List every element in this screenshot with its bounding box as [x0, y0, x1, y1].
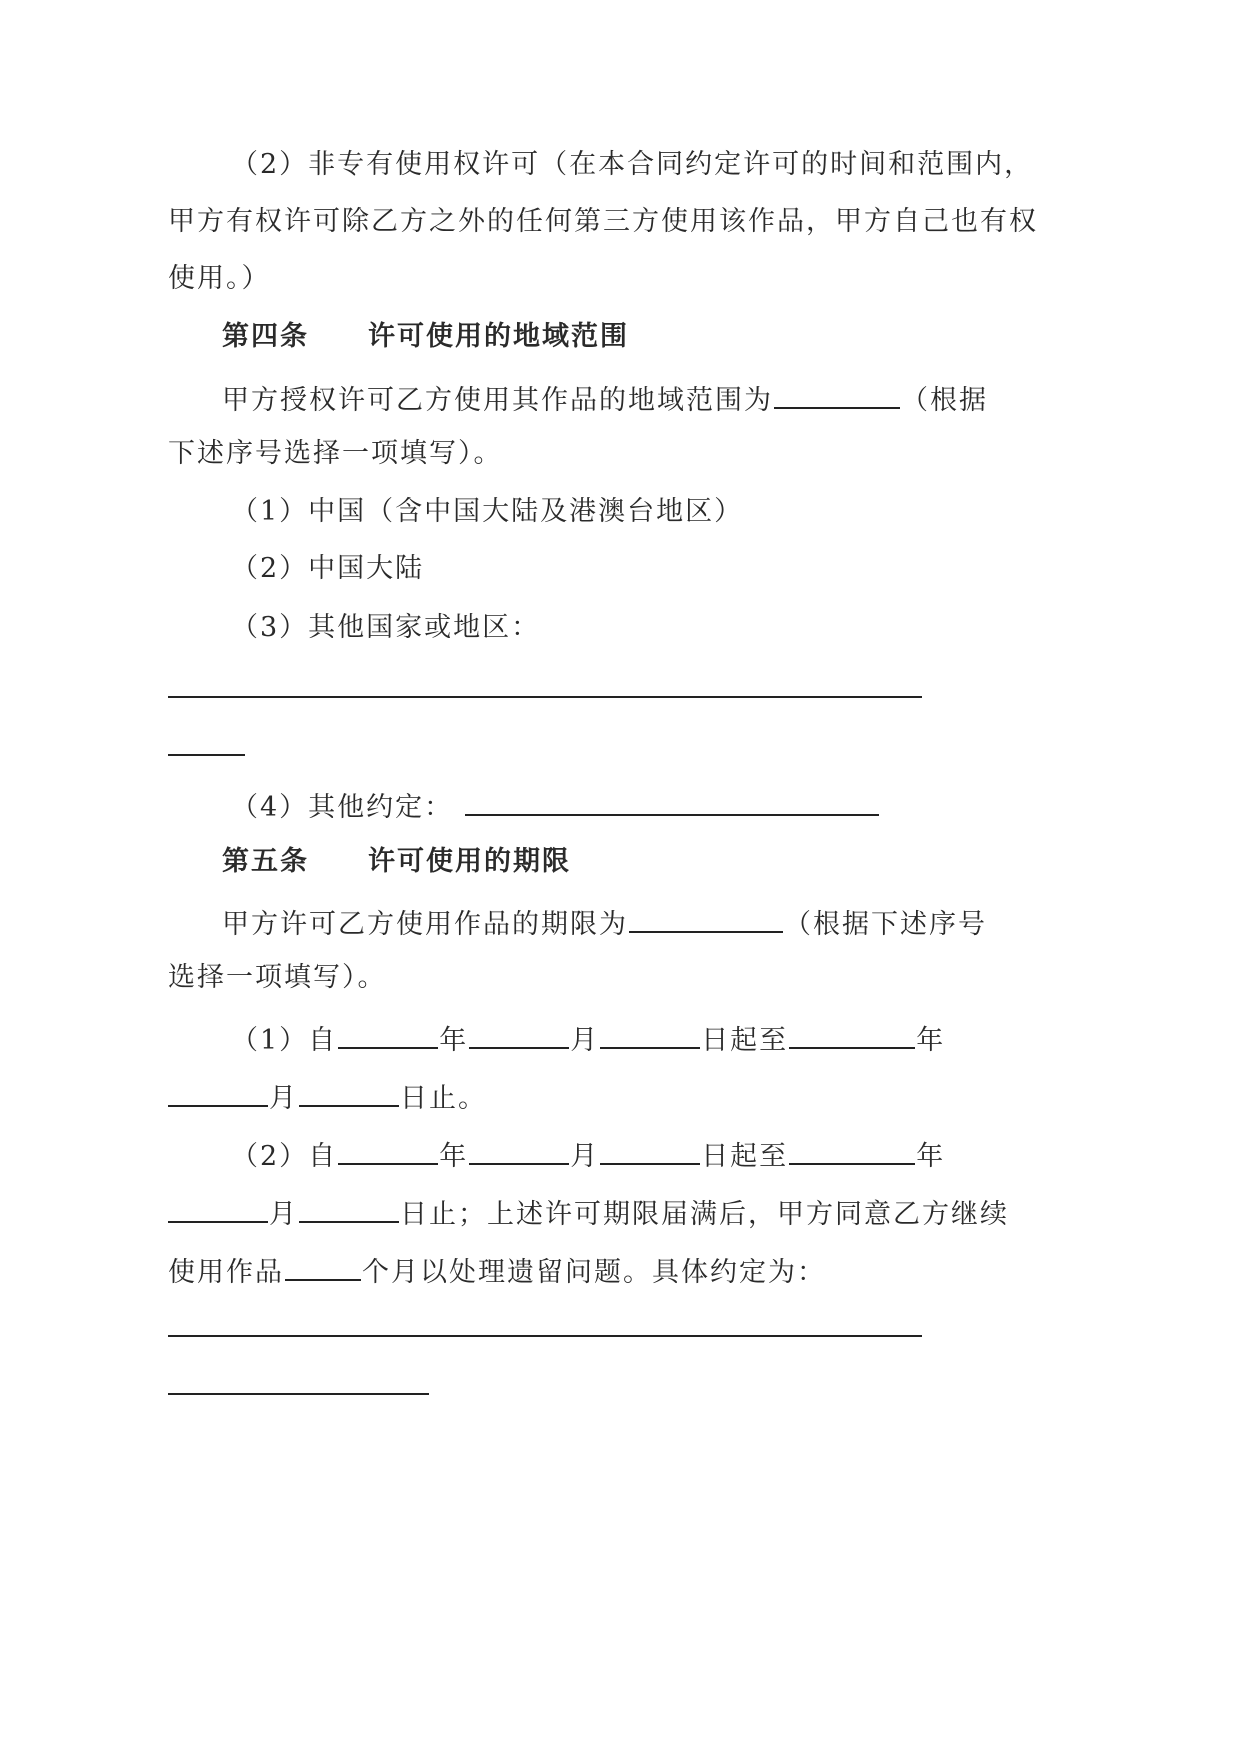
- region-option-4: [231, 786, 880, 825]
- option-label: （2）自: [231, 1141, 338, 1172]
- region-blank: [774, 379, 900, 409]
- article-title: 许可使用的地域范围: [368, 321, 629, 352]
- fill-line-short: [168, 754, 245, 756]
- item-2-line-2: 甲方有权许可除乙方之外的任何第三方使用该作品，甲方自己也有权: [168, 206, 1038, 237]
- use-suffix: 个月以处理遗留问题。具体约定为：: [362, 1257, 826, 1288]
- end-month-blank: [168, 1193, 268, 1223]
- end-year-blank: [789, 1019, 915, 1049]
- start-day-blank: [600, 1135, 700, 1165]
- start-month-blank: [469, 1135, 569, 1165]
- term-option-1-line-2: [168, 1077, 487, 1116]
- start-year-blank: [338, 1135, 438, 1165]
- day-end-continuation-text: 日止；上述许可期限届满后，甲方同意乙方继续: [400, 1199, 1009, 1230]
- intro-text: 甲方许可乙方使用作品的期限为: [222, 909, 628, 940]
- day-end-text: 日止。: [400, 1083, 487, 1114]
- months-blank: [285, 1251, 361, 1281]
- article-5-intro: [222, 903, 987, 942]
- option-label: （1）自: [231, 1025, 338, 1056]
- region-option-2: （2）中国大陆: [231, 553, 425, 584]
- term-option-1-line-1: [231, 1019, 945, 1058]
- start-year-blank: [338, 1019, 438, 1049]
- end-day-blank: [299, 1077, 399, 1107]
- month-text: 月: [570, 1141, 600, 1172]
- year-text: 年: [439, 1025, 469, 1056]
- article-4-heading: [222, 320, 629, 354]
- article-title: 许可使用的期限: [368, 846, 571, 877]
- month-text: 月: [269, 1199, 298, 1230]
- start-month-blank: [469, 1019, 569, 1049]
- month-text: 月: [269, 1083, 298, 1114]
- fill-line: [168, 1335, 922, 1337]
- article-4-intro-line-2: 下述序号选择一项填写）。: [168, 438, 503, 469]
- use-prefix: 使用作品: [168, 1257, 284, 1288]
- fill-line: [168, 696, 922, 698]
- end-day-blank: [299, 1193, 399, 1223]
- region-option-3: （3）其他国家或地区：: [231, 612, 541, 643]
- day-from-text: 日起至: [701, 1141, 789, 1172]
- intro-suffix: （根据: [901, 385, 988, 416]
- other-agreement-blank: [465, 786, 879, 816]
- article-number: 第五条: [222, 846, 309, 877]
- article-5-intro-line-2: 选择一项填写）。: [168, 962, 387, 993]
- month-text: 月: [570, 1025, 600, 1056]
- term-option-2-line-3: [168, 1251, 826, 1290]
- year-text: 年: [439, 1141, 469, 1172]
- item-2-line-1: （2）非专有使用权许可（在本合同约定许可的时间和范围内，: [231, 149, 1034, 180]
- item-2-line-3: 使用。）: [168, 263, 271, 294]
- option-4-label: （4）其他约定：: [231, 792, 454, 823]
- day-from-text: 日起至: [701, 1025, 789, 1056]
- year-text: 年: [916, 1141, 946, 1172]
- article-5-heading: [222, 845, 571, 879]
- end-year-blank: [789, 1135, 915, 1165]
- term-option-2-line-1: [231, 1135, 945, 1174]
- end-month-blank: [168, 1077, 268, 1107]
- term-option-2-line-2: [168, 1193, 1009, 1232]
- start-day-blank: [600, 1019, 700, 1049]
- intro-text: 甲方授权许可乙方使用其作品的地域范围为: [222, 385, 773, 416]
- intro-suffix: （根据下述序号: [784, 909, 987, 940]
- region-option-1: （1）中国（含中国大陆及港澳台地区）: [231, 496, 744, 527]
- fill-line-short: [168, 1393, 429, 1395]
- term-blank: [629, 903, 783, 933]
- article-4-intro: [222, 379, 988, 418]
- year-text: 年: [916, 1025, 946, 1056]
- article-number: 第四条: [222, 321, 309, 352]
